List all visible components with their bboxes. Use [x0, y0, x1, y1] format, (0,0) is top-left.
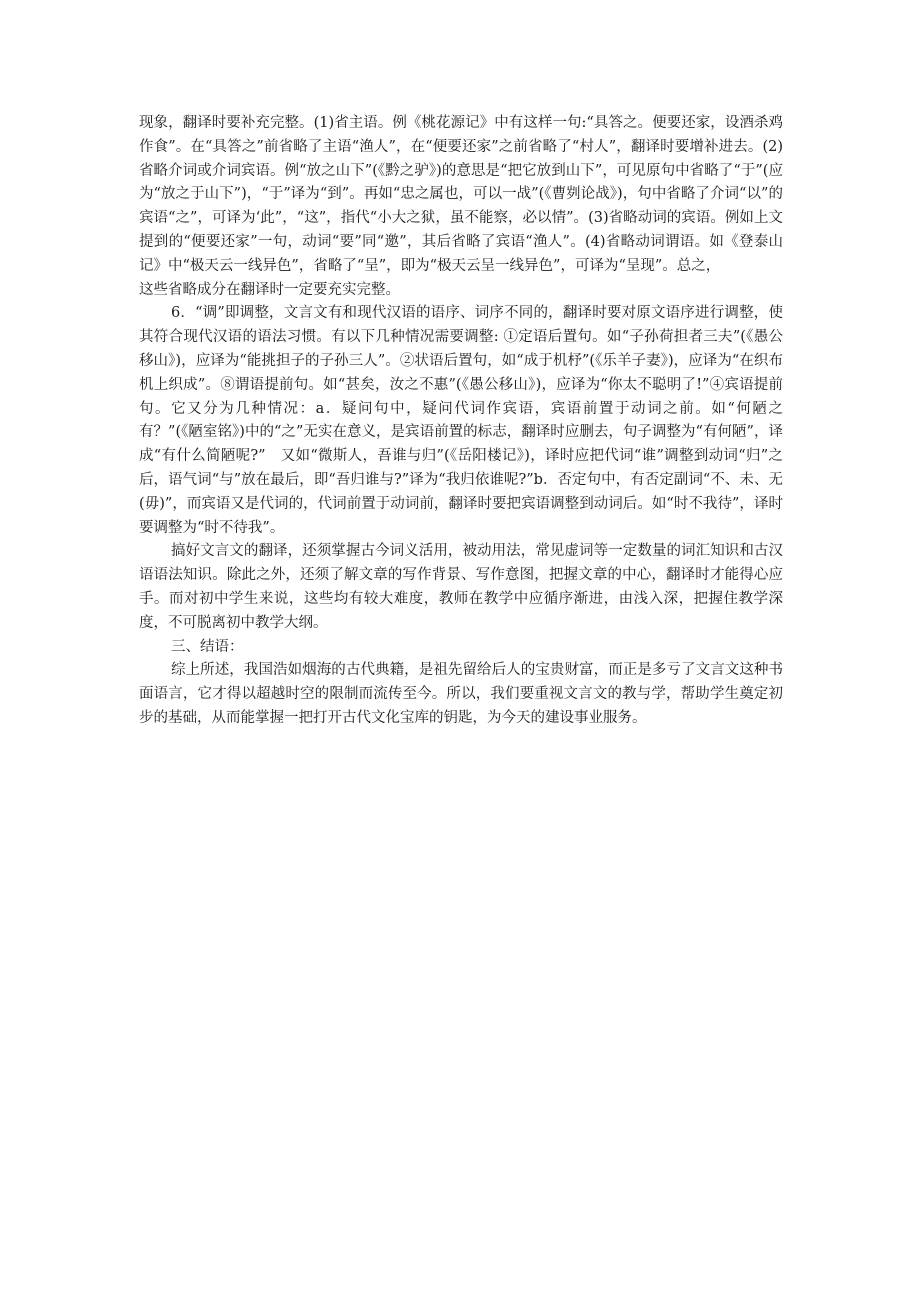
section-heading-conclusion: 三、结语： — [171, 638, 244, 655]
paragraph-omission-summary: 这些省略成分在翻译时一定要充实完整。 — [139, 281, 400, 298]
document-body — [139, 112, 783, 731]
paragraph-omission-continued: 现象，翻译时要补充完整。(1)省主语。例《桃花源记》中有这样一句:“具答之。便要还家，设酒杀鸡作食”。在“具答之”前省略了主语“渔人”，在“便要还家”之前省略了“村人”，翻译时要增补进去。(2)省略介词或介词宾语。例“放之山下”(《黔之驴》)的意思是“把它放到山下”，可见原句中省略了“于”(应为“放之于山下”)，“于”译为“到”。再如“忠之属也，可以一战”(《曹刿论战》)，句中省略了介词“以”的宾语“之”，可译为‘此”，“这”，指代“小大之狱，虽不能察，必以情”。(3)省略动词的宾语。例如上文提到的“便要还家”一句，动词“要”同“邀”，其后省略了宾语“渔人”。(4)省略动词谓语。如《登泰山记》中“极天云一线异色”，省略了“呈”，即为“极天云呈一线异色”，可译为“呈现”。总之， — [139, 115, 783, 274]
paragraph-conclusion: 综上所述，我国浩如烟海的古代典籍，是祖先留给后人的宝贵财富，而正是多亏了文言文这种书面语言，它才得以超越时空的限制而流传至今。所以，我们要重视文言文的教与学，帮助学生奠定初步的基础，从而能掌握一把打开古代文化宝库的钥匙，为今天的建设事业服务。 — [139, 662, 783, 726]
paragraph-translation-knowledge: 搞好文言文的翻译，还须掌握古今词义活用，被动用法，常见虚词等一定数量的词汇知识和古汉语语法知识。除此之外，还须了解文章的写作背景、写作意图，把握文章的中心，翻译时才能得心应手。而对初中学生来说，这些均有较大难度，教师在教学中应循序渐进，由浅入深，把握住教学深度，不可脱离初中教学大纲。 — [139, 543, 783, 631]
paragraph-word-order-adjustment: 6．“调”即调整，文言文有和现代汉语的语序、词序不同的，翻译时要对原文语序进行调整，使其符合现代汉语的语法习惯。有以下几种情况需要调整: ①定语后置句。如“子孙荷担者三夫”(《愚公移山》)，应译为“能挑担子的子孙三人”。②状语后置句，如“成于机杼”(《乐羊子妻》)，应译为“在织布机上织成”。⑧谓语提前句。如“甚矣，汝之不惠”(《愚公移山》)，应译为“你太不聪明了!”④宾语提前句。它又分为几种情况：a．疑问句中，疑问代词作宾语，宾语前置于动词之前。如“何陋之有？”(《陋室铭》)中的“之”无实在意义，是宾语前置的标志，翻译时应删去，句子调整为“有何陋”，译成“有什么简陋呢?” 又如“微斯人，吾谁与归”(《岳阳楼记》)，译时应把代词“谁”调整到动词“归”之后，语气词“与”放在最后，即“吾归谁与?”译为“我归依谁呢?”b．否定句中，有否定副词“不、未、无(毋)”，而宾语又是代词的，代词前置于动词前，翻译时要把宾语调整到动词后。如“时不我待”，译时要调整为“时不待我”。 — [139, 305, 783, 536]
